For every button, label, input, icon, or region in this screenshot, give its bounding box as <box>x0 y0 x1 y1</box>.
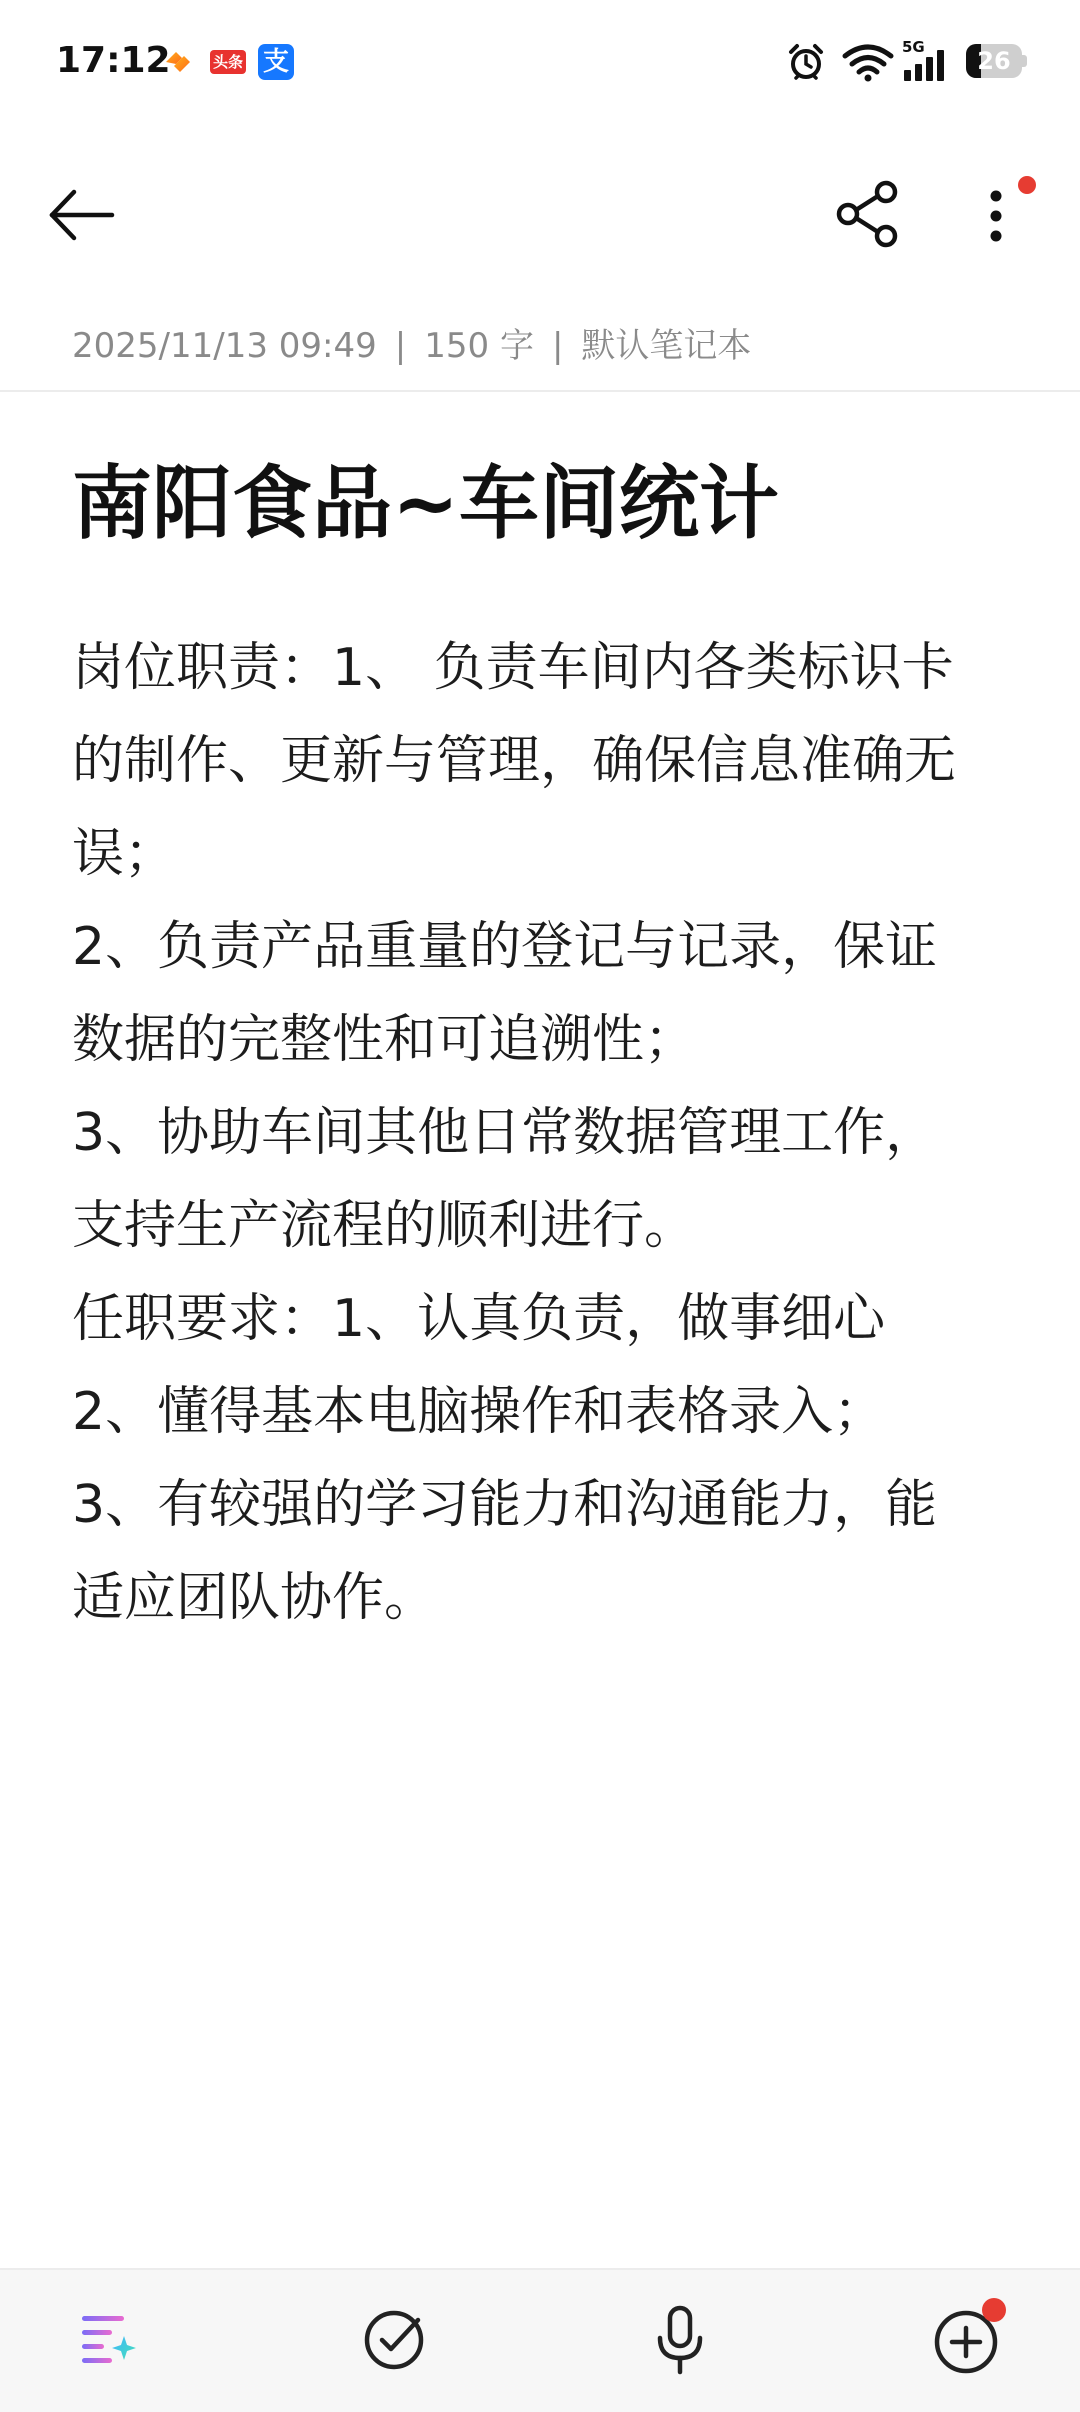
note-line: 数据的完整性和可追溯性； <box>72 1010 697 1070</box>
status-right-group <box>786 38 1036 86</box>
alipay-icon: 支 <box>258 44 294 80</box>
bottom-toolbar <box>0 2268 1080 2412</box>
note-line: 2、懂得基本电脑操作和表格录入； <box>72 1382 886 1442</box>
battery-level: 26 <box>977 47 1011 75</box>
status-bar <box>0 0 1080 125</box>
note-title[interactable]: 南阳食品~车间统计 <box>72 457 780 550</box>
note-line: 误； <box>72 824 177 884</box>
more-options-badge <box>1018 176 1036 194</box>
note-line: 3、协助车间其他日常数据管理工作， <box>72 1103 938 1163</box>
toutiao-icon: 头条 <box>210 50 246 74</box>
meta-separator: | <box>551 326 564 366</box>
note-word-count: 150 字 <box>424 326 534 366</box>
note-body[interactable] <box>72 622 1032 1645</box>
note-line: 岗位职责：1、 负责车间内各类标识卡 <box>72 638 954 698</box>
note-toolbar <box>0 160 1080 270</box>
note-line: 支持生产流程的顺利进行。 <box>72 1196 697 1256</box>
notebook-selector[interactable]: 默认笔记本 <box>581 326 752 366</box>
note-line: 适应团队协作。 <box>72 1568 437 1628</box>
note-line: 3、有较强的学习能力和沟通能力，能 <box>72 1475 938 1535</box>
checklist-icon <box>354 2300 434 2380</box>
share-icon <box>830 176 906 252</box>
note-line: 任职要求：1、认真负责，做事细心 <box>72 1289 886 1349</box>
cellular-signal-icon <box>902 48 952 82</box>
wifi-icon <box>842 44 894 82</box>
status-time: 17:12 <box>56 40 171 81</box>
share-button[interactable] <box>830 176 906 252</box>
note-datetime: 2025/11/13 09:49 <box>72 326 377 366</box>
meta-separator: | <box>394 326 407 366</box>
ai-format-icon <box>68 2300 148 2380</box>
microphone-icon <box>640 2300 720 2380</box>
back-button[interactable] <box>42 180 122 250</box>
heart-app-icon <box>160 44 196 80</box>
network-type-label: 5G <box>902 38 925 56</box>
note-line: 的制作、更新与管理，确保信息准确无 <box>72 731 957 791</box>
arrow-left-icon <box>42 180 122 250</box>
checklist-button[interactable] <box>354 2300 434 2380</box>
more-options-button[interactable] <box>966 174 1030 254</box>
voice-input-button[interactable] <box>640 2300 720 2380</box>
ai-format-button[interactable] <box>68 2300 148 2380</box>
alarm-icon <box>786 42 826 82</box>
note-line: 2、负责产品重量的登记与记录，保证 <box>72 917 938 977</box>
add-button-badge <box>982 2298 1006 2322</box>
header-divider <box>0 390 1080 392</box>
add-button[interactable] <box>926 2300 1006 2380</box>
battery-icon <box>966 44 1026 78</box>
note-meta <box>72 318 751 367</box>
